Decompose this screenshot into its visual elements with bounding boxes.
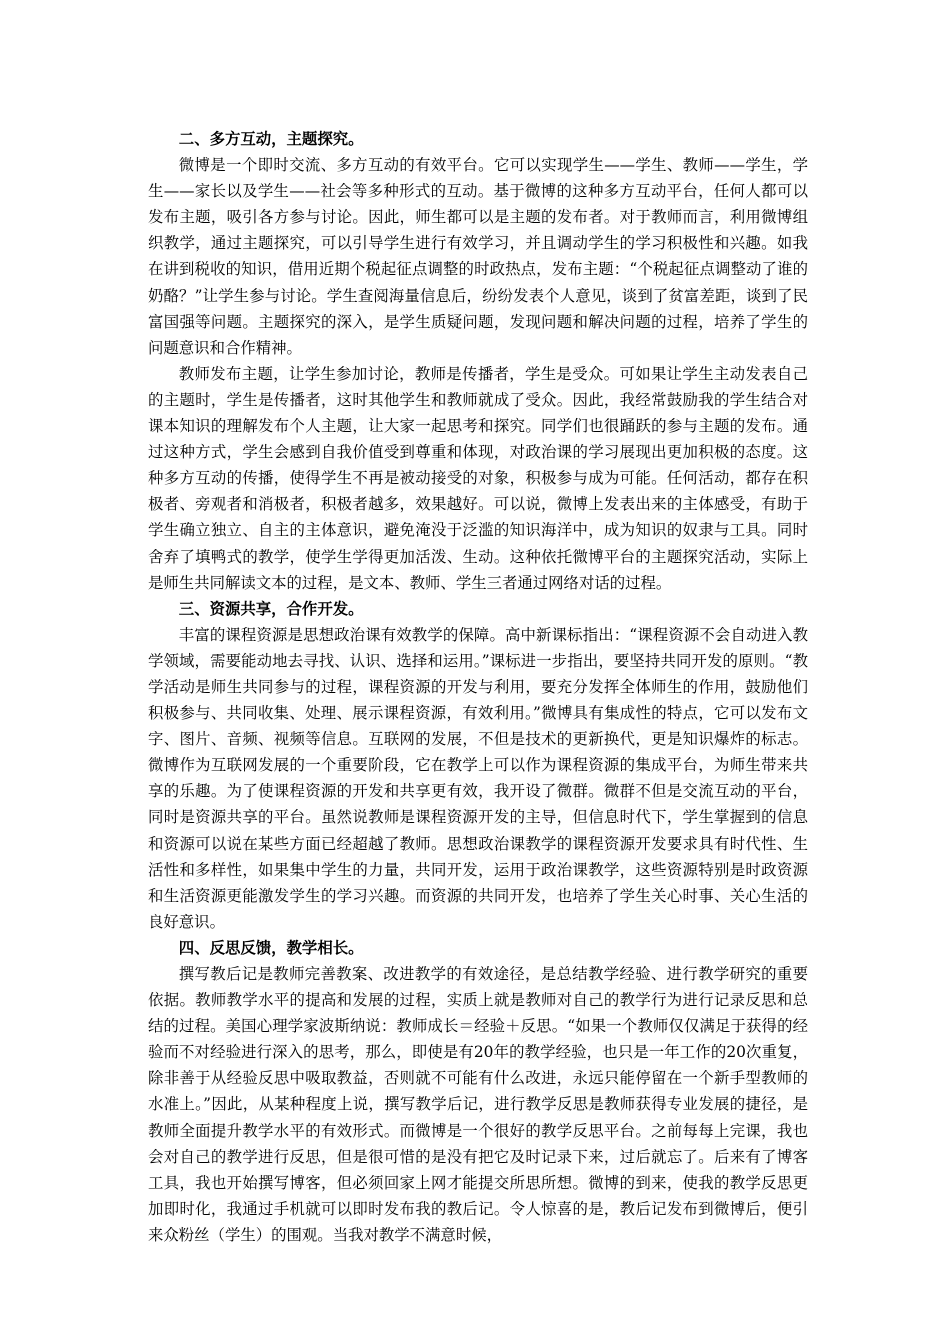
- paragraph-interaction-2: 教师发布主题，让学生参加讨论，教师是传播者，学生是受众。可如果让学生主动发表自己的主题时，学生是传播者，这时其他学生和教师就成了受众。因此，我经常鼓励我的学生结合对课本知识的理解发布个人主题，让大家一起思考和探究。同学们也很踊跃的参与主题的发布。通过这种方式，学生会感到自我价值受到尊重和体现，对政治课的学习展现出更加积极的态度。这种多方互动的传播，使得学生不再是被动接受的对象，积极参与成为可能。任何活动，都存在积极者、旁观者和消极者，积极者越多，效果越好。可以说，微博上发表出来的主体感受，有助于学生确立独立、自主的主体意识，避免淹没于泛滥的知识海洋中，成为知识的奴隶与工具。同时舍弃了填鸭式的教学，使学生学得更加活泼、生动。这种依托微博平台的主题探究活动，实际上是师生共同解读文本的过程，是文本、教师、学生三者通过网络对话的过程。: [148, 364, 808, 592]
- document-page: [148, 126, 808, 1248]
- paragraph-reflection-1: 撰写教后记是教师完善教案、改进教学的有效途径，是总结教学经验、进行教学研究的重要依据。教师教学水平的提高和发展的过程，实质上就是教师对自己的教学行为进行记录反思和总结的过程。美国心理学家波斯纳说：教师成长＝经验＋反思。“如果一个教师仅仅满足于获得的经验而不对经验进行深入的思考，那么，即使是有20年的教学经验，也只是一年工作的20次重复，除非善于从经验反思中吸取教益，否则就不可能有什么改进，永远只能停留在一个新手型教师的水准上。”因此，从某种程度上说，撰写教学后记，进行教学反思是教师获得专业发展的捷径，是教师全面提升教学水平的有效形式。而微博是一个很好的教学反思平台。之前每每上完课，我也会对自己的教学进行反思，但是很可惜的是没有把它及时记录下来，过后就忘了。后来有了博客工具，我也开始撰写博客，但必须回家上网才能提交所思所想。微博的到来，使我的教学反思更加即时化，我通过手机就可以即时发布我的教后记。令人惊喜的是，教后记发布到微博后，便引来众粉丝（学生）的围观。当我对教学不满意时候，: [148, 965, 808, 1244]
- section-heading-reflection: 四、反思反馈，教学相长。: [178, 938, 364, 957]
- paragraph-resources-1: 丰富的课程资源是思想政治课有效教学的保障。高中新课标指出：“课程资源不会自动进入教学领域，需要能动地去寻找、认识、选择和运用。”课标进一步指出，要坚持共同开发的原则。“教学活动是师生共同参与的过程，课程资源的开发与利用，要充分发挥全体师生的作用，鼓励他们积极参与、共同收集、处理、展示课程资源，有效利用。”微博具有集成性的特点，它可以发布文字、图片、音频、视频等信息。互联网的发展，不但是技术的更新换代，更是知识爆炸的标志。微博作为互联网发展的一个重要阶段，它在教学上可以作为课程资源的集成平台，为师生带来共享的乐趣。为了使课程资源的开发和共享更有效，我开设了微群。微群不但是交流互动的平台，同时是资源共享的平台。虽然说教师是课程资源开发的主导，但信息时代下，学生掌握到的信息和资源可以说在某些方面已经超越了教师。思想政治课教学的课程资源开发要求具有时代性、生活性和多样性，如果集中学生的力量，共同开发，运用于政治课教学，这些资源特别是时政资源和生活资源更能激发学生的学习兴趣。而资源的共同开发，也培养了学生关心时事、关心生活的良好意识。: [148, 625, 808, 931]
- paragraph-interaction-1: 微博是一个即时交流、多方互动的有效平台。它可以实现学生——学生、教师——学生，学生——家长以及学生——社会等多种形式的互动。基于微博的这种多方互动平台，任何人都可以发布主题，吸引各方参与讨论。因此，师生都可以是主题的发布者。对于教师而言，利用微博组织教学，通过主题探究，可以引导学生进行有效学习，并且调动学生的学习积极性和兴趣。如我在讲到税收的知识，借用近期个税起征点调整的时政热点，发布主题：“个税起征点调整动了谁的奶酪？”让学生参与讨论。学生查阅海量信息后，纷纷发表个人意见，谈到了贫富差距，谈到了民富国强等问题。主题探究的深入，是学生质疑问题，发现问题和解决问题的过程，培养了学生的问题意识和合作精神。: [148, 156, 808, 357]
- section-heading-resources: 三、资源共享，合作开发。: [178, 599, 364, 618]
- section-heading-interaction: 二、多方互动，主题探究。: [178, 130, 364, 148]
